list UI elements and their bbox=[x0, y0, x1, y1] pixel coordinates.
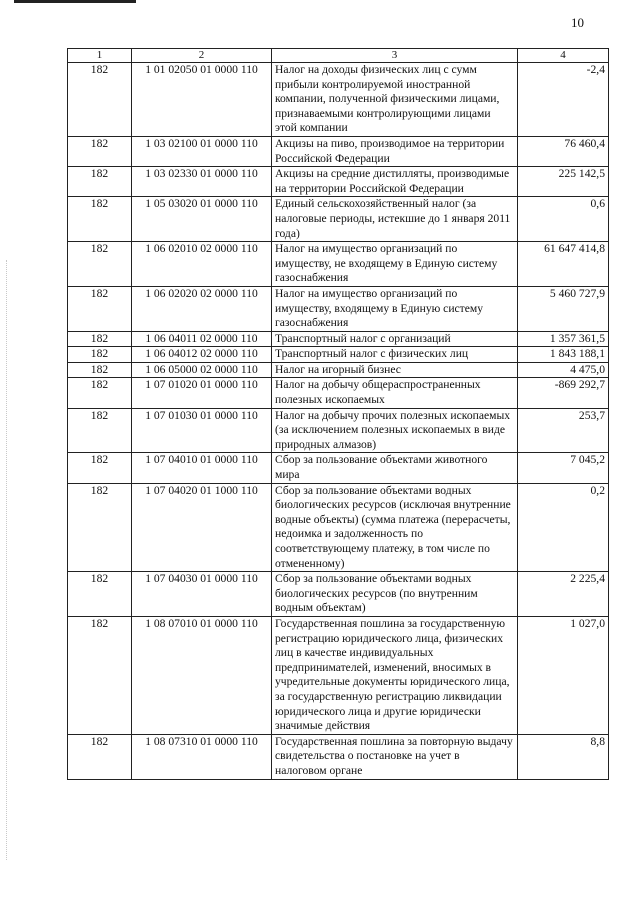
revenue-name-cell: Налог на имущество организаций по имуществу, входящему в Единую систему газоснабжения bbox=[272, 286, 518, 331]
table-row bbox=[68, 136, 609, 166]
admin-code-cell: 182 bbox=[68, 167, 132, 197]
amount-cell: -869 292,7 bbox=[518, 378, 609, 408]
page-number: 10 bbox=[571, 15, 584, 30]
amount-cell: 61 647 414,8 bbox=[518, 242, 609, 287]
revenue-name-cell: Единый сельскохозяйственный налог (за налоговые периоды, истекшие до 1 января 2011 года) bbox=[272, 197, 518, 242]
revenue-name-cell: Транспортный налог с физических лиц bbox=[272, 347, 518, 363]
column-header-3: 3 bbox=[272, 49, 518, 63]
table-row bbox=[68, 572, 609, 617]
admin-code-cell: 182 bbox=[68, 572, 132, 617]
revenue-name-cell: Налог на добычу прочих полезных ископаемых (за исключением полезных ископаемых в виде природных алмазов) bbox=[272, 408, 518, 453]
column-header-1: 1 bbox=[68, 49, 132, 63]
amount-cell: 0,2 bbox=[518, 483, 609, 572]
revenue-name-cell: Транспортный налог с организаций bbox=[272, 331, 518, 347]
classification-code-cell: 1 06 02010 02 0000 110 bbox=[132, 242, 272, 287]
admin-code-cell: 182 bbox=[68, 408, 132, 453]
classification-code-cell: 1 08 07310 01 0000 110 bbox=[132, 734, 272, 779]
amount-cell: 4 475,0 bbox=[518, 362, 609, 378]
table-row bbox=[68, 167, 609, 197]
table-row bbox=[68, 616, 609, 734]
revenue-name-cell: Акцизы на средние дистилляты, производимые на территории Российской Федерации bbox=[272, 167, 518, 197]
admin-code-cell: 182 bbox=[68, 331, 132, 347]
classification-code-cell: 1 03 02330 01 0000 110 bbox=[132, 167, 272, 197]
amount-cell: 1 027,0 bbox=[518, 616, 609, 734]
amount-cell: 5 460 727,9 bbox=[518, 286, 609, 331]
admin-code-cell: 182 bbox=[68, 136, 132, 166]
admin-code-cell: 182 bbox=[68, 483, 132, 572]
revenue-name-cell: Налог на доходы физических лиц с сумм прибыли контролируемой иностранной компании, полученной физическими лицами, признаваемыми контролирующими лицами этой компании bbox=[272, 63, 518, 137]
classification-code-cell: 1 07 04030 01 0000 110 bbox=[132, 572, 272, 617]
revenue-name-cell: Сбор за пользование объектами водных биологических ресурсов (по внутренним водным объектам) bbox=[272, 572, 518, 617]
classification-code-cell: 1 06 05000 02 0000 110 bbox=[132, 362, 272, 378]
classification-code-cell: 1 05 03020 01 0000 110 bbox=[132, 197, 272, 242]
table-row bbox=[68, 63, 609, 137]
table-row bbox=[68, 378, 609, 408]
classification-code-cell: 1 07 01020 01 0000 110 bbox=[132, 378, 272, 408]
admin-code-cell: 182 bbox=[68, 242, 132, 287]
revenue-name-cell: Государственная пошлина за государственную регистрацию юридического лица, физических лиц в качестве индивидуальных предпринимателей, изменений, вносимых в учредительные документы юридического лица, за государственную регистрацию ликвидации юридического лица и другие юридически значимые действия bbox=[272, 616, 518, 734]
table-row bbox=[68, 734, 609, 779]
table-row bbox=[68, 331, 609, 347]
classification-code-cell: 1 06 02020 02 0000 110 bbox=[132, 286, 272, 331]
classification-code-cell: 1 06 04011 02 0000 110 bbox=[132, 331, 272, 347]
column-header-2: 2 bbox=[132, 49, 272, 63]
admin-code-cell: 182 bbox=[68, 197, 132, 242]
amount-cell: 2 225,4 bbox=[518, 572, 609, 617]
revenue-table bbox=[67, 48, 609, 780]
classification-code-cell: 1 07 01030 01 0000 110 bbox=[132, 408, 272, 453]
top-rule bbox=[14, 0, 136, 3]
table-row bbox=[68, 453, 609, 483]
revenue-name-cell: Акцизы на пиво, производимое на территории Российской Федерации bbox=[272, 136, 518, 166]
table-row bbox=[68, 242, 609, 287]
amount-cell: 1 843 188,1 bbox=[518, 347, 609, 363]
table-row bbox=[68, 286, 609, 331]
amount-cell: 0,6 bbox=[518, 197, 609, 242]
admin-code-cell: 182 bbox=[68, 453, 132, 483]
table-row bbox=[68, 408, 609, 453]
amount-cell: 253,7 bbox=[518, 408, 609, 453]
admin-code-cell: 182 bbox=[68, 286, 132, 331]
revenue-name-cell: Налог на имущество организаций по имуществу, не входящему в Единую систему газоснабжения bbox=[272, 242, 518, 287]
admin-code-cell: 182 bbox=[68, 378, 132, 408]
column-header-4: 4 bbox=[518, 49, 609, 63]
admin-code-cell: 182 bbox=[68, 362, 132, 378]
table-row bbox=[68, 483, 609, 572]
admin-code-cell: 182 bbox=[68, 616, 132, 734]
table-row bbox=[68, 197, 609, 242]
amount-cell: 8,8 bbox=[518, 734, 609, 779]
classification-code-cell: 1 03 02100 01 0000 110 bbox=[132, 136, 272, 166]
revenue-name-cell: Налог на игорный бизнес bbox=[272, 362, 518, 378]
amount-cell: 225 142,5 bbox=[518, 167, 609, 197]
header-row bbox=[68, 49, 609, 63]
classification-code-cell: 1 08 07010 01 0000 110 bbox=[132, 616, 272, 734]
amount-cell: 1 357 361,5 bbox=[518, 331, 609, 347]
classification-code-cell: 1 07 04010 01 0000 110 bbox=[132, 453, 272, 483]
revenue-name-cell: Налог на добычу общераспространенных полезных ископаемых bbox=[272, 378, 518, 408]
scan-edge bbox=[6, 260, 8, 860]
admin-code-cell: 182 bbox=[68, 347, 132, 363]
revenue-name-cell: Государственная пошлина за повторную выдачу свидетельства о постановке на учет в налоговом органе bbox=[272, 734, 518, 779]
table-row bbox=[68, 362, 609, 378]
admin-code-cell: 182 bbox=[68, 63, 132, 137]
classification-code-cell: 1 01 02050 01 0000 110 bbox=[132, 63, 272, 137]
amount-cell: 76 460,4 bbox=[518, 136, 609, 166]
table-row bbox=[68, 347, 609, 363]
classification-code-cell: 1 06 04012 02 0000 110 bbox=[132, 347, 272, 363]
admin-code-cell: 182 bbox=[68, 734, 132, 779]
revenue-name-cell: Сбор за пользование объектами животного мира bbox=[272, 453, 518, 483]
amount-cell: 7 045,2 bbox=[518, 453, 609, 483]
revenue-name-cell: Сбор за пользование объектами водных биологических ресурсов (исключая внутренние водные объекты) (сумма платежа (перерасчеты, недоимка и задолженность по соответствующему платежу, в том числе по отмененному) bbox=[272, 483, 518, 572]
classification-code-cell: 1 07 04020 01 1000 110 bbox=[132, 483, 272, 572]
amount-cell: -2,4 bbox=[518, 63, 609, 137]
